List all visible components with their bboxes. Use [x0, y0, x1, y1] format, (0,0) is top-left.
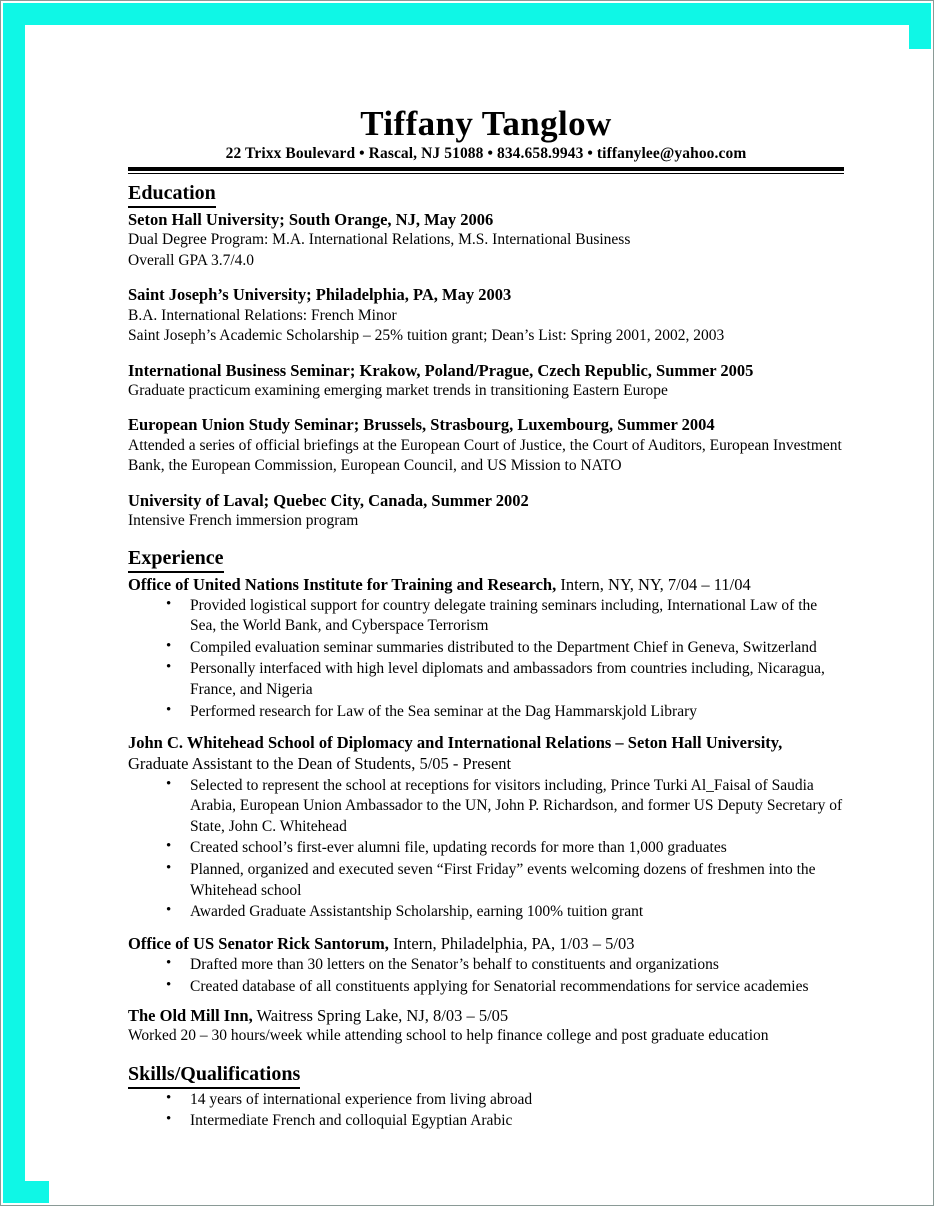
experience-employer: Office of US Senator Rick Santorum,	[128, 933, 389, 953]
education-entry-detail: Attended a series of official briefings at the European Court of Justice, the Court of Auditors, European Investment Bank, the European Commission, European Council, and US Mission to NATO	[128, 436, 842, 475]
education-entry	[128, 284, 844, 346]
list-item: • 14 years of international experience from living abroad	[128, 1090, 844, 1111]
skills-bullet-list	[128, 1090, 844, 1132]
header-divider	[128, 167, 844, 175]
list-item: • Awarded Graduate Assistantship Scholarship, earning 100% tuition grant	[128, 902, 844, 923]
education-entry-detail: Graduate practicum examining emerging market trends in transitioning Eastern Europe	[128, 381, 668, 399]
experience-entry	[128, 933, 844, 997]
experience-entry-title	[128, 1005, 844, 1026]
resume-header	[128, 105, 844, 174]
education-entry-title: Saint Joseph’s University; Philadelphia, PA, May 2003	[128, 285, 512, 305]
list-item: • Created database of all constituents applying for Senatorial recommendations for service academies	[128, 977, 844, 998]
experience-entry-title	[128, 574, 844, 595]
list-item: • Personally interfaced with high level diplomats and ambassadors from countries including, Nicaragua, France, and Nigeria	[128, 659, 844, 700]
contact-line: 22 Trixx Boulevard • Rascal, NJ 51088 • 834.658.9943 • tiffanylee@yahoo.com	[225, 144, 747, 162]
education-entry-title: European Union Study Seminar; Brussels, Strasbourg, Luxembourg, Summer 2004	[128, 415, 715, 435]
education-entry-title: International Business Seminar; Krakow, Poland/Prague, Czech Republic, Summer 2005	[128, 360, 754, 380]
section-heading-experience-label: Experience	[128, 546, 224, 573]
education-entry	[128, 490, 844, 532]
page-title: Tiffany Tanglow	[360, 104, 612, 143]
experience-bullet-list	[128, 955, 844, 997]
education-entry-detail: Overall GPA 3.7/4.0	[128, 251, 255, 269]
section-heading-education	[128, 181, 844, 208]
experience-role-detail: Graduate Assistant to the Dean of Students, 5/05 - Present	[128, 754, 512, 774]
experience-bullet-list	[128, 776, 844, 923]
experience-entry	[128, 732, 844, 922]
experience-role-detail: Intern, Philadelphia, PA, 1/03 – 5/03	[388, 933, 635, 953]
experience-entry	[128, 574, 844, 723]
experience-entry-title	[128, 933, 844, 954]
education-entry	[128, 360, 844, 402]
experience-entry-title	[128, 732, 844, 774]
section-heading-skills-label: Skills/Qualifications	[128, 1062, 300, 1089]
section-experience	[128, 546, 844, 1047]
education-entry-detail: B.A. International Relations: French Minor	[128, 306, 397, 324]
experience-employer: John C. Whitehead School of Diplomacy and International Relations – Seton Hall University,	[128, 733, 783, 753]
experience-employer: The Old Mill Inn,	[128, 1006, 253, 1026]
list-item: • Performed research for Law of the Sea seminar at the Dag Hammarskjold Library	[128, 702, 844, 723]
education-entry	[128, 209, 844, 271]
experience-role-detail: Intern, NY, NY, 7/04 – 11/04	[556, 574, 751, 594]
section-heading-education-label: Education	[128, 181, 216, 208]
section-education	[128, 181, 844, 531]
experience-role-detail: Waitress Spring Lake, NJ, 8/03 – 5/05	[252, 1006, 509, 1026]
section-heading-skills	[128, 1062, 844, 1089]
resume-content	[128, 105, 844, 1133]
experience-entry-detail: Worked 20 – 30 hours/week while attending school to help finance college and post graduate education	[128, 1027, 769, 1045]
education-entry-detail: Intensive French immersion program	[128, 511, 359, 529]
education-entry-title: University of Laval; Quebec City, Canada, Summer 2002	[128, 490, 529, 510]
list-item: • Created school’s first-ever alumni file, updating records for more than 1,000 graduates	[128, 838, 844, 859]
list-item: • Provided logistical support for country delegate training seminars including, International Law of the Sea, the World Bank, and Cyberspace Terrorism	[128, 596, 844, 637]
section-heading-experience	[128, 546, 844, 573]
list-item: • Intermediate French and colloquial Egyptian Arabic	[128, 1111, 844, 1132]
list-item: • Planned, organized and executed seven “First Friday” events welcoming dozens of freshmen into the Whitehead school	[128, 860, 844, 901]
list-item: • Selected to represent the school at receptions for visitors including, Prince Turki Al_Faisal of Saudia Arabia, European Union Ambassador to the UN, John P. Richardson, and former US Deputy Secretary of State, John C. Whitehead	[128, 776, 844, 838]
education-entry-detail: Saint Joseph’s Academic Scholarship – 25% tuition grant; Dean’s List: Spring 2001, 2002, 2003	[128, 327, 725, 345]
divider-rule-thick	[128, 167, 844, 171]
list-item: • Compiled evaluation seminar summaries distributed to the Department Chief in Geneva, Switzerland	[128, 638, 844, 659]
education-entry-title: Seton Hall University; South Orange, NJ, May 2006	[128, 210, 494, 230]
experience-employer: Office of United Nations Institute for Training and Research,	[128, 574, 557, 594]
section-skills	[128, 1062, 844, 1132]
experience-bullet-list	[128, 596, 844, 723]
decorative-cyan-border	[3, 3, 931, 1203]
list-item: • Drafted more than 30 letters on the Senator’s behalf to constituents and organizations	[128, 955, 844, 976]
resume-sheet	[49, 49, 933, 1205]
education-entry	[128, 414, 844, 476]
education-entry-detail: Dual Degree Program: M.A. International Relations, M.S. International Business	[128, 231, 631, 249]
experience-entry	[128, 1005, 844, 1047]
divider-rule-thin	[128, 173, 844, 175]
